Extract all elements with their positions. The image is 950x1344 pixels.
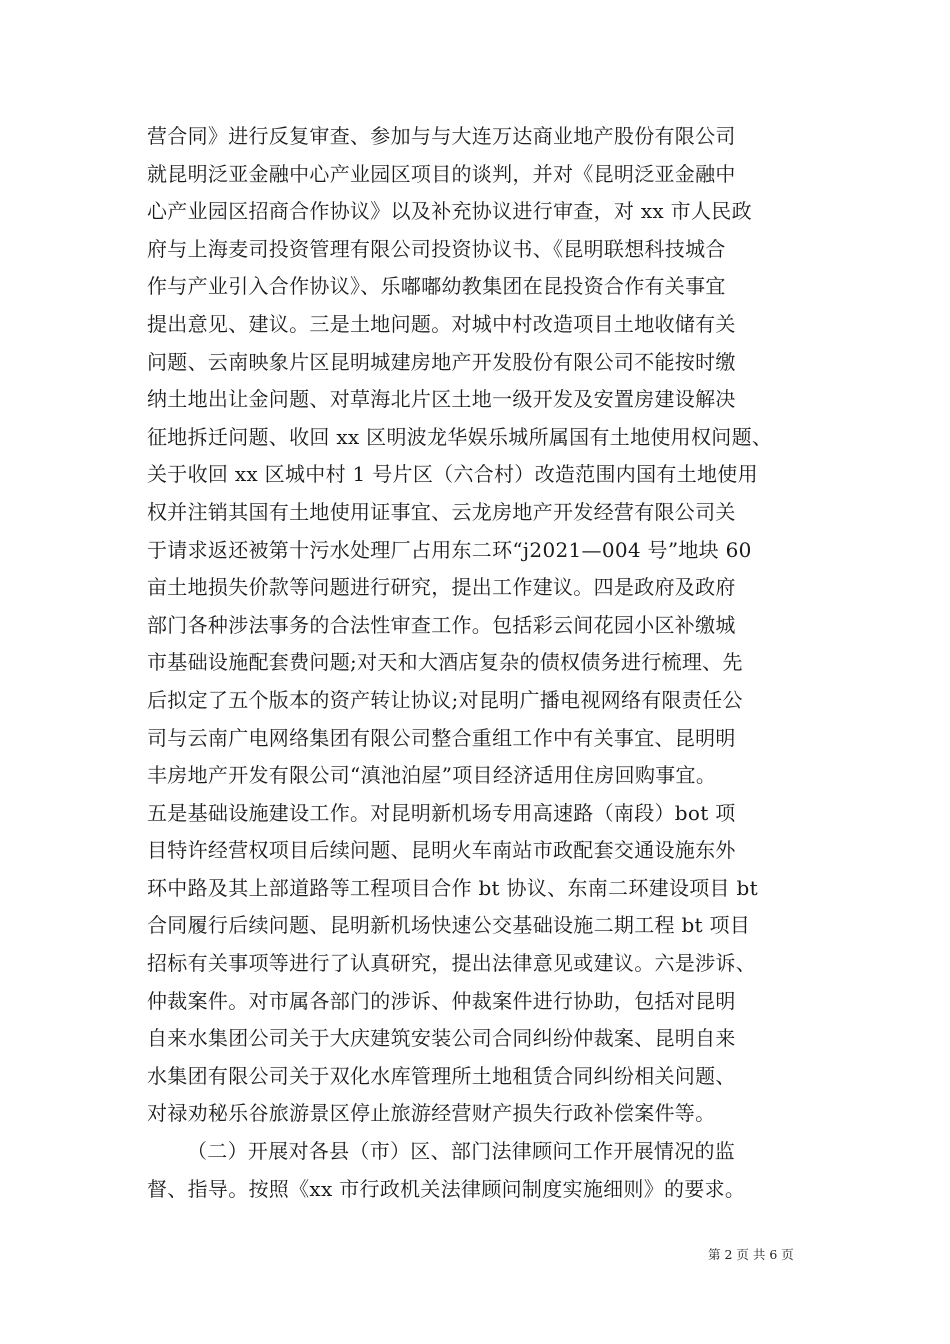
text-line: 水集团有限公司关于双化水库管理所土地租赁合同纠纷相关问题、 [147,1063,736,1088]
text-line: 环中路及其上部道路等工程项目合作 bt 协议、东南二环建设项目 bt [147,875,758,900]
text-line: 作与产业引入合作协议》、乐嘟嘟幼教集团在昆投资合作有关事宜 [147,274,726,299]
text-line: 丰房地产开发有限公司“滇池泊屋”项目经济适用住房回购事宜。 [147,763,717,788]
text-line: 提出意见、建议。三是土地问题。对城中村改造项目土地收储有关 [147,311,736,336]
text-line: 后拟定了五个版本的资产转让协议;对昆明广播电视网络有限责任公 [147,687,743,712]
text-line: 就昆明泛亚金融中心产业园区项目的谈判，并对《昆明泛亚金融中 [147,161,736,186]
text-line: 关于收回 xx 区城中村 1 号片区（六合村）改造范围内国有土地使用 [147,462,758,487]
text-line: 目特许经营权项目后续问题、昆明火车南站市政配套交通设施东外 [147,838,736,863]
text-line: 问题、云南映象片区昆明城建房地产开发股份有限公司不能按时缴 [147,349,736,374]
text-line: 府与上海麦司投资管理有限公司投资协议书、《昆明联想科技城合 [147,236,726,261]
text-line: 亩土地损失价款等问题进行研究，提出工作建议。四是政府及政府 [147,575,736,600]
text-line: 合同履行后续问题、昆明新机场快速公交基础设施二期工程 bt 项目 [147,913,751,938]
text-line: 征地拆迁问题、收回 xx 区明波龙华娱乐城所属国有土地使用权问题、 [147,424,773,449]
page-number: 第 2 页 共 6 页 [708,1247,794,1262]
text-line: 五是基础设施建设工作。对昆明新机场专用高速路（南段）bot 项 [147,800,736,825]
text-line: 于请求返还被第十污水处理厂占用东二环“j2021—004 号”地块 60 [147,537,752,562]
text-line: 督、指导。按照《xx 市行政机关法律顾问制度实施细则》的要求。 [147,1176,746,1201]
text-line: 权并注销其国有土地使用证事宜、云龙房地产开发经营有限公司关 [147,499,736,524]
text-line: 自来水集团公司关于大庆建筑安装公司合同纠纷仲裁案、昆明自来 [147,1026,736,1051]
section-heading-line: （二）开展对各县（市）区、部门法律顾问工作开展情况的监 [187,1139,736,1164]
text-line: 心产业园区招商合作协议》以及补充协议进行审查，对 xx 市人民政 [147,199,752,224]
text-line: 仲裁案件。对市属各部门的涉诉、仲裁案件进行协助，包括对昆明 [147,988,736,1013]
text-line: 部门各种涉法事务的合法性审查工作。包括彩云间花园小区补缴城 [147,612,736,637]
text-line: 对禄劝秘乐谷旅游景区停止旅游经营财产损失行政补偿案件等。 [147,1101,716,1126]
text-line: 招标有关事项等进行了认真研究，提出法律意见或建议。六是涉诉、 [147,951,756,976]
text-line: 纳土地出让金问题、对草海北片区土地一级开发及安置房建设解决 [147,387,736,412]
text-line: 营合同》进行反复审查、参加与与大连万达商业地产股份有限公司 [147,124,736,148]
body-text [147,118,817,1208]
text-line: 司与云南广电网络集团有限公司整合重组工作中有关事宜、昆明明 [147,725,736,750]
text-line: 市基础设施配套费问题;对天和大酒店复杂的债权债务进行梳理、先 [147,650,743,675]
